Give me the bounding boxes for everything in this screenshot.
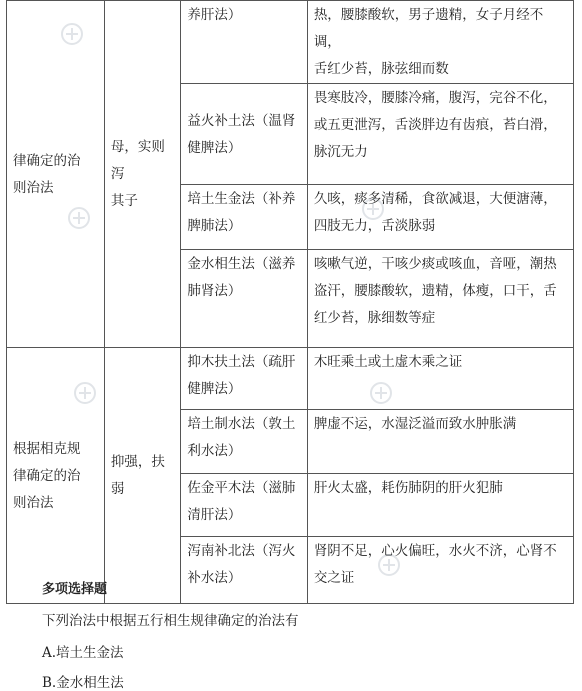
option-a[interactable]: A.培土生金法 — [42, 645, 124, 661]
category-cell: 律确定的治 则治法 — [7, 1, 105, 348]
indication-cell: 咳嗽气逆，干咳少痰或咳血，音哑，潮热 盗汗，腰膝酸软，遗精，体瘦，口干，舌 红少苔，脉细数等症 — [307, 250, 573, 348]
principle-cell: 母，实则泻 其子 — [104, 1, 180, 348]
method-cell: 培土生金法（补养 脾肺法） — [181, 185, 307, 250]
question-type-heading: 多项选择题 — [42, 582, 108, 597]
method-cell: 养肝法） — [181, 1, 307, 84]
option-b[interactable]: B.金水相生法 — [42, 675, 124, 691]
indication-cell: 畏寒肢冷，腰膝冷痛，腹泻，完谷不化， 或五更泄泻，舌淡胖边有齿痕，苔白滑， 脉沉无力 — [307, 84, 573, 185]
table-row — [7, 348, 574, 410]
method-cell: 佐金平木法（滋肺 清肝法） — [181, 474, 307, 537]
indication-cell: 脾虚不运，水湿泛溢而致水肿胀满 — [307, 410, 573, 474]
indication-cell: 肾阴不足，心火偏旺，水火不济，心肾不 交之证 — [307, 537, 573, 604]
method-cell: 泻南补北法（泻火 补水法） — [181, 537, 307, 604]
indication-cell: 肝火太盛，耗伤肺阴的肝火犯肺 — [307, 474, 573, 537]
principle-cell: 抑强，扶弱 — [104, 348, 180, 604]
category-cell: 根据相克规 律确定的治 则治法 — [7, 348, 105, 604]
method-cell: 培土制水法（敦土 利水法） — [181, 410, 307, 474]
method-cell: 金水相生法（滋养 肺肾法） — [181, 250, 307, 348]
question-stem: 下列治法中根据五行相生规律确定的治法有 — [42, 613, 299, 629]
table-row — [7, 1, 574, 84]
method-cell: 益火补土法（温肾 健脾法） — [181, 84, 307, 185]
indication-cell: 木旺乘土或土虚木乘之证 — [307, 348, 573, 410]
indication-cell: 热，腰膝酸软，男子遗精，女子月经不调， 舌红少苔，脉弦细而数 — [307, 1, 573, 84]
therapy-table — [6, 0, 574, 604]
indication-cell: 久咳，痰多清稀，食欲减退，大便溏薄， 四肢无力，舌淡脉弱 — [307, 185, 573, 250]
method-cell: 抑木扶土法（疏肝 健脾法） — [181, 348, 307, 410]
